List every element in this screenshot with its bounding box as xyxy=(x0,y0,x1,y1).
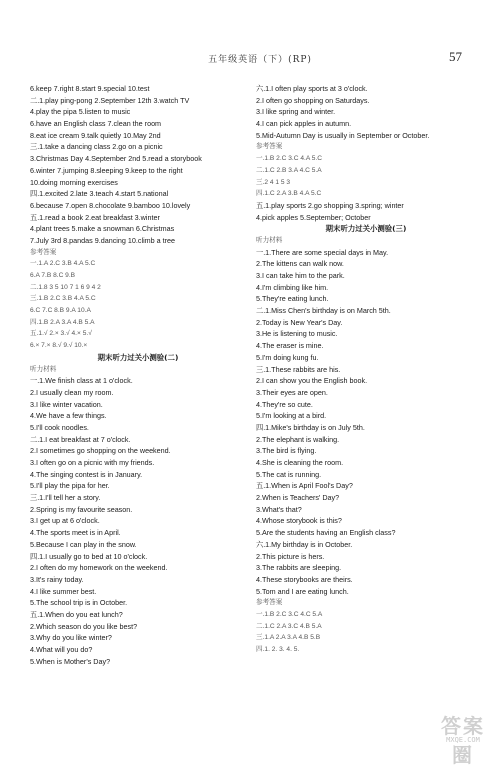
text-line: 7.July 3rd 8.pandas 9.dancing 10.climb a tree xyxy=(30,235,176,245)
text-line: 四.1.I usually go to bed at 10 o'clock. xyxy=(30,551,148,561)
watermark-logo xyxy=(432,710,494,767)
text-line: 2.Which season do you like best? xyxy=(30,621,138,631)
answer-key-line: 五.1.√ 2.× 3.√ 4.× 5.√ xyxy=(30,330,92,338)
right-column xyxy=(256,83,476,656)
answer-key-line: 一.1.B 2.C 3.C 4.A 5.C xyxy=(256,155,322,163)
answer-key-line: 参考答案 xyxy=(256,599,283,607)
text-line: 2.Today is New Year's Day. xyxy=(256,317,343,327)
answer-key-line: 三.1.A 2.A 3.A 4.B 5.B xyxy=(256,634,321,642)
answer-key-line: 一.1.A 2.C 3.B 4.A 5.C xyxy=(30,260,96,268)
text-line: 四.1.excited 2.late 3.teach 4.start 5.national xyxy=(30,189,169,199)
text-line: 5.I'll cook noodles. xyxy=(30,422,89,432)
text-line: 2.When is Teachers' Day? xyxy=(256,493,340,503)
answer-key-line: 参考答案 xyxy=(30,248,57,256)
text-line: 10.doing morning exercises xyxy=(30,177,118,187)
text-line: 2.This picture is hers. xyxy=(256,551,325,561)
answer-key-line: 四.1.B 2.A 3.A 4.B 5.A xyxy=(30,318,95,326)
answer-key-line: 二.1.C 2.A 3.C 4.B 5.A xyxy=(256,622,322,630)
text-line: 4.play the pipa 5.listen to music xyxy=(30,107,131,117)
text-line: 2.I can show you the English book. xyxy=(256,376,368,386)
text-line: 5.They're eating lunch. xyxy=(256,294,329,304)
text-line: 3.Why do you like winter? xyxy=(30,633,112,643)
text-line: 2.I often do my homework on the weekend. xyxy=(30,563,168,573)
text-line: 5.I'm looking at a bird. xyxy=(256,411,327,421)
text-line: 4.She is cleaning the room. xyxy=(256,458,344,467)
text-line: 五.1.When do you eat lunch? xyxy=(30,609,123,619)
text-line: 2.I usually clean my room. xyxy=(30,387,114,397)
text-line: 2.I often go shopping on Saturdays. xyxy=(256,95,370,105)
text-line: 3.I often go on a picnic with my friends. xyxy=(30,458,155,467)
page-number: 57 xyxy=(449,49,462,64)
text-line: 2.I sometimes go shopping on the weekend. xyxy=(30,446,171,456)
text-line: 5.The cat is running. xyxy=(256,469,322,479)
page-header xyxy=(0,49,500,68)
text-line: 5.When is Mother's Day? xyxy=(30,656,111,666)
text-line: 5.Mid-Autumn Day is usually in September or October. xyxy=(256,130,430,140)
answer-key-line: 二.1.8 3 5 10 7 1 6 9 4 2 xyxy=(30,283,101,291)
text-line: 3.What's that? xyxy=(256,504,302,514)
text-line: 3.The rabbits are sleeping. xyxy=(256,563,342,573)
answer-key-line: 6.A 7.B 8.C 9.B xyxy=(30,272,76,279)
text-line: 4.The singing contest is in January. xyxy=(30,469,143,479)
text-line: 5.The school trip is in October. xyxy=(30,598,128,608)
answer-key-line: 四.1.C 2.A 3.B 4.A 5.C xyxy=(256,190,322,198)
text-line: 4.I'm climbing like him. xyxy=(256,282,329,292)
answer-key-line: 三.1.B 2.C 3.B 4.A 5.C xyxy=(30,295,96,303)
text-line: 2.The elephant is walking. xyxy=(256,434,340,444)
text-line: 4.What will you do? xyxy=(30,645,93,654)
text-line: 三.1.I'll tell her a story. xyxy=(30,493,101,503)
answer-key-line: 二.1.C 2.B 3.A 4.C 5.A xyxy=(256,166,322,174)
text-line: 2.The kittens can walk now. xyxy=(256,259,344,269)
text-line: 3.Their eyes are open. xyxy=(256,387,328,397)
left-column xyxy=(30,83,246,667)
text-line: 三.1.These rabbits are his. xyxy=(256,364,341,374)
text-line: 4.We have a few things. xyxy=(30,411,107,421)
answer-key-line: 三.2 4 1 5 3 xyxy=(256,178,291,186)
text-line: 4.Whose storybook is this? xyxy=(256,516,342,526)
section-title: 期末听力过关小测验(三) xyxy=(325,224,407,234)
text-line: 5.Are the students having an English class? xyxy=(256,528,396,538)
text-line: 4.I can pick apples in autumn. xyxy=(256,119,352,129)
text-line: 4.plant trees 5.make a snowman 6.Christmas xyxy=(30,224,175,234)
text-line: 5.Because I can play in the snow. xyxy=(30,539,137,549)
text-line: 5.I'll play the pipa for her. xyxy=(30,481,110,491)
text-line: 3.The bird is flying. xyxy=(256,446,317,456)
watermark-text: 答案圈 xyxy=(441,714,485,767)
text-line: 3.I get up at 6 o'clock. xyxy=(30,516,100,526)
text-line: 五.1.When is April Fool's Day? xyxy=(256,481,353,491)
text-line: 二.1.play ping-pong 2.September 12th 3.watch TV xyxy=(30,95,190,105)
text-line: 3.He is listening to music. xyxy=(256,329,338,339)
text-line: 4.These storybooks are theirs. xyxy=(256,574,353,584)
answer-key-line: 6.C 7.C 8.B 9.A 10.A xyxy=(30,307,91,315)
answer-key-line: 6.× 7.× 8.√ 9.√ 10.× xyxy=(30,342,88,350)
text-line: 6.because 7.open 8.chocolate 9.bamboo 10.lovely xyxy=(30,200,191,210)
text-line: 二.1.I eat breakfast at 7 o'clock. xyxy=(30,434,131,444)
text-line: 3.I like winter vacation. xyxy=(30,399,103,409)
text-line: 3.Christmas Day 4.September 2nd 5.read a storybook xyxy=(30,154,202,164)
answer-key-line: 四.1. 2. 3. 4. 5. xyxy=(256,646,300,653)
text-line: 6.keep 7.right 8.start 9.special 10.test xyxy=(30,84,150,93)
watermark-url: MXQE.COM xyxy=(446,736,480,744)
text-line: 4.The eraser is mine. xyxy=(256,341,324,351)
section-title: 期末听力过关小测验(二) xyxy=(97,352,179,362)
text-line: 4.The sports meet is in April. xyxy=(30,528,121,538)
text-line: 3.It's rainy today. xyxy=(30,574,84,584)
text-line: 4.I like summer best. xyxy=(30,586,97,596)
text-line: 4.pick apples 5.September; October xyxy=(256,212,371,222)
text-line: 4.They're so cute. xyxy=(256,399,313,409)
text-line: 六.1.My birthday is in October. xyxy=(256,539,353,549)
answer-key-line: 听力材料 xyxy=(256,236,283,244)
text-line: 8.eat ice cream 9.talk quietly 10.May 2nd xyxy=(30,130,161,140)
page-running-title: 五年级英语（下）(RP) xyxy=(208,55,312,65)
text-line: 四.1.Mike's birthday is on July 5th. xyxy=(256,422,365,432)
text-line: 六.1.I often play sports at 3 o'clock. xyxy=(256,84,368,93)
text-line: 三.1.take a dancing class 2.go on a picnic xyxy=(30,142,163,152)
text-line: 一.1.We finish class at 1 o'clock. xyxy=(30,376,133,386)
text-line: 3.I like spring and winter. xyxy=(256,107,336,117)
answer-key-line: 一.1.B 2.C 3.C 4.C 5.A xyxy=(256,610,323,618)
text-line: 6.have an English class 7.clean the room xyxy=(30,119,162,129)
text-line: 5.Tom and I are eating lunch. xyxy=(256,586,349,596)
text-line: 五.1.read a book 2.eat breakfast 3.winter xyxy=(30,212,160,222)
answer-key-line: 听力材料 xyxy=(30,365,57,373)
text-line: 五.1.play sports 2.go shopping 3.spring; winter xyxy=(256,200,404,210)
text-line: 一.1.There are some special days in May. xyxy=(256,247,389,257)
answer-key-line: 参考答案 xyxy=(256,143,283,151)
text-line: 2.Spring is my favourite season. xyxy=(30,504,133,514)
text-line: 5.I'm doing kung fu. xyxy=(256,352,319,362)
text-line: 3.I can take him to the park. xyxy=(256,271,345,280)
text-line: 二.1.Miss Chen's birthday is on March 5th. xyxy=(256,306,391,316)
text-line: 6.winter 7.jumping 8.sleeping 9.keep to the right xyxy=(30,165,183,175)
